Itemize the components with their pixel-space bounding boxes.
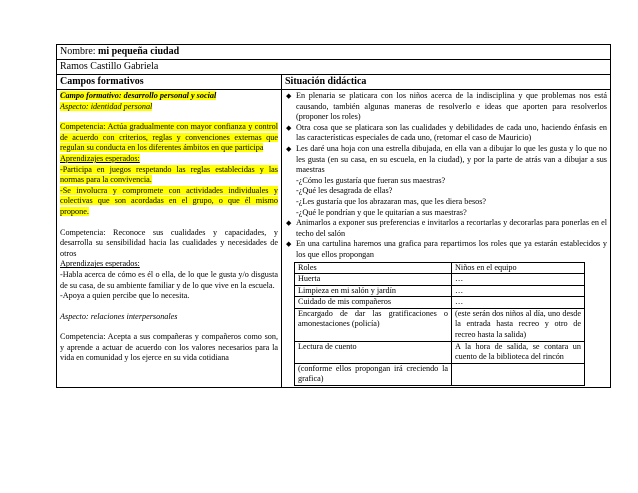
competencia-2: Competencia: Reconoce sus cualidades y capacidades, y desarrolla su sensibilidad hacia las cualidades y necesidades de otros [60, 227, 278, 258]
roles-cell: Roles [295, 262, 452, 274]
aprendizajes-title-2: Aprendizajes esperados: [60, 259, 140, 269]
roles-row [295, 285, 585, 297]
roles-cell: … [452, 285, 585, 297]
roles-row [295, 274, 585, 286]
campo-formativo: Campo formativo: desarrollo personal y social [60, 91, 217, 100]
aprendizaje-1a: -Participa en juegos respetando las reglas establecidas y las normas para la convivencia. [60, 164, 278, 185]
roles-cell: Cuidado de mis compañeros [295, 297, 452, 309]
author-row [57, 60, 611, 75]
author-name: Ramos Castillo Gabriela [57, 60, 611, 75]
roles-cell: … [452, 297, 585, 309]
question-item: -¿Qué les desagrada de ellas? [296, 186, 393, 196]
question-item: -¿Cómo les gustaría que fueran sus maestras? [296, 175, 446, 185]
project-title: mi pequeña ciudad [98, 46, 180, 57]
question-list [282, 176, 607, 218]
roles-cell: (este serán dos niños al día, uno desde la entrada hasta recreo y otro de recreo hasta la salida) [452, 308, 585, 341]
planning-table [56, 44, 611, 388]
roles-cell: (conforme ellos propongan irá creciendo la grafica) [295, 363, 452, 385]
bullet-icon: ◆ [286, 123, 292, 132]
column-header-row [57, 75, 611, 90]
roles-table [294, 262, 585, 387]
content-row [57, 90, 611, 388]
activity-item: ◆ Animarlos a exponer sus preferencias e invitarlos a recortarlas y decorarlas para ponerlas en el techo del salón [286, 218, 607, 238]
activity-list-2 [282, 218, 607, 260]
activity-list [282, 91, 607, 176]
document-page [56, 44, 610, 388]
question-item: -¿Qué le pondrían y que le quitarían a sus maestras? [296, 207, 467, 217]
competencia-1: Competencia: Actúa gradualmente con mayor confianza y control de acuerdo con criterios, reglas y convenciones externas que regulan su conducta en los diferentes ámbitos en que participa [60, 122, 278, 153]
campos-cell [57, 90, 282, 388]
activity-item: ◆ Les daré una hoja con una estrella dibujada, en ella van a dibujar lo que les gusta y lo que no les gusta (en su casa, en su escuela, en la ciudad), y por la parte de atrás van a dibujar a sus maestras [286, 143, 607, 175]
roles-cell: Encargado de dar las gratificaciones o amonestaciones (policía) [295, 308, 452, 341]
roles-row [295, 262, 585, 274]
roles-cell: Niños en el equipo [452, 262, 585, 274]
aspecto-relaciones: Aspecto: relaciones interpersonales [60, 311, 178, 321]
competencia-3: Competencia: Acepta a sus compañeras y compañeros como son, y aprende a actuar de acuerdo con los valores necesarios para la vida en comunidad y los ejerce en su vida cotidiana [60, 332, 278, 363]
roles-row [295, 308, 585, 341]
bullet-icon: ◆ [286, 219, 292, 228]
aprendizaje-2a: -Habla acerca de cómo es él o ella, de lo que le gusta y/o disgusta de su casa, de su ambiente familiar y de lo que vive en la escuela. [60, 269, 278, 290]
roles-cell: Limpieza en mi salón y jardín [295, 285, 452, 297]
question-item: -¿Les gustaría que los abrazaran mas, que les diera besos? [296, 196, 487, 206]
activity-item: ◆ Otra cosa que se platicara son las cualidades y debilidades de cada uno, haciendo énfasis en las características especiales de cada uno, (retomar el caso de Mauricio) [286, 122, 607, 143]
name-row [57, 45, 611, 60]
bullet-icon: ◆ [286, 92, 292, 100]
activity-item: ◆ En una cartulina haremos una grafica para repartirnos los roles que ya estarán establecidos y los que ellos propongan [286, 239, 607, 259]
col-header-campos: Campos formativos [57, 75, 282, 90]
roles-cell: A la hora de salida, se contara un cuento de la biblioteca del rincón [452, 341, 585, 363]
roles-row [295, 297, 585, 309]
aprendizaje-1b: -Se involucra y compromete con actividades individuales y colectivas que son acordadas en el grupo, o que él mismo propone. [60, 185, 278, 216]
roles-row [295, 363, 585, 385]
roles-cell: … [452, 274, 585, 286]
name-label: Nombre: [60, 46, 99, 57]
bullet-icon: ◆ [286, 240, 292, 249]
name-cell [57, 45, 611, 60]
aprendizajes-title-1: Aprendizajes esperados: [60, 153, 140, 163]
roles-cell: Lectura de cuento [295, 341, 452, 363]
aprendizaje-2b: -Apoya a quien percibe que lo necesita. [60, 291, 190, 301]
situacion-cell [282, 90, 611, 388]
roles-cell [452, 363, 585, 385]
bullet-icon: ◆ [286, 144, 292, 153]
roles-cell: Huerta [295, 274, 452, 286]
col-header-situacion: Situación didáctica [282, 75, 611, 90]
activity-item: ◆ En plenaria se platicara con los niños acerca de la indisciplina y que problemas nos está causando, también algunas maneras de resolverlo e ideas que aporten para resolverlos (proponer los roles) [286, 91, 607, 122]
aspecto-identidad: Aspecto: identidad personal [60, 101, 153, 111]
roles-row [295, 341, 585, 363]
